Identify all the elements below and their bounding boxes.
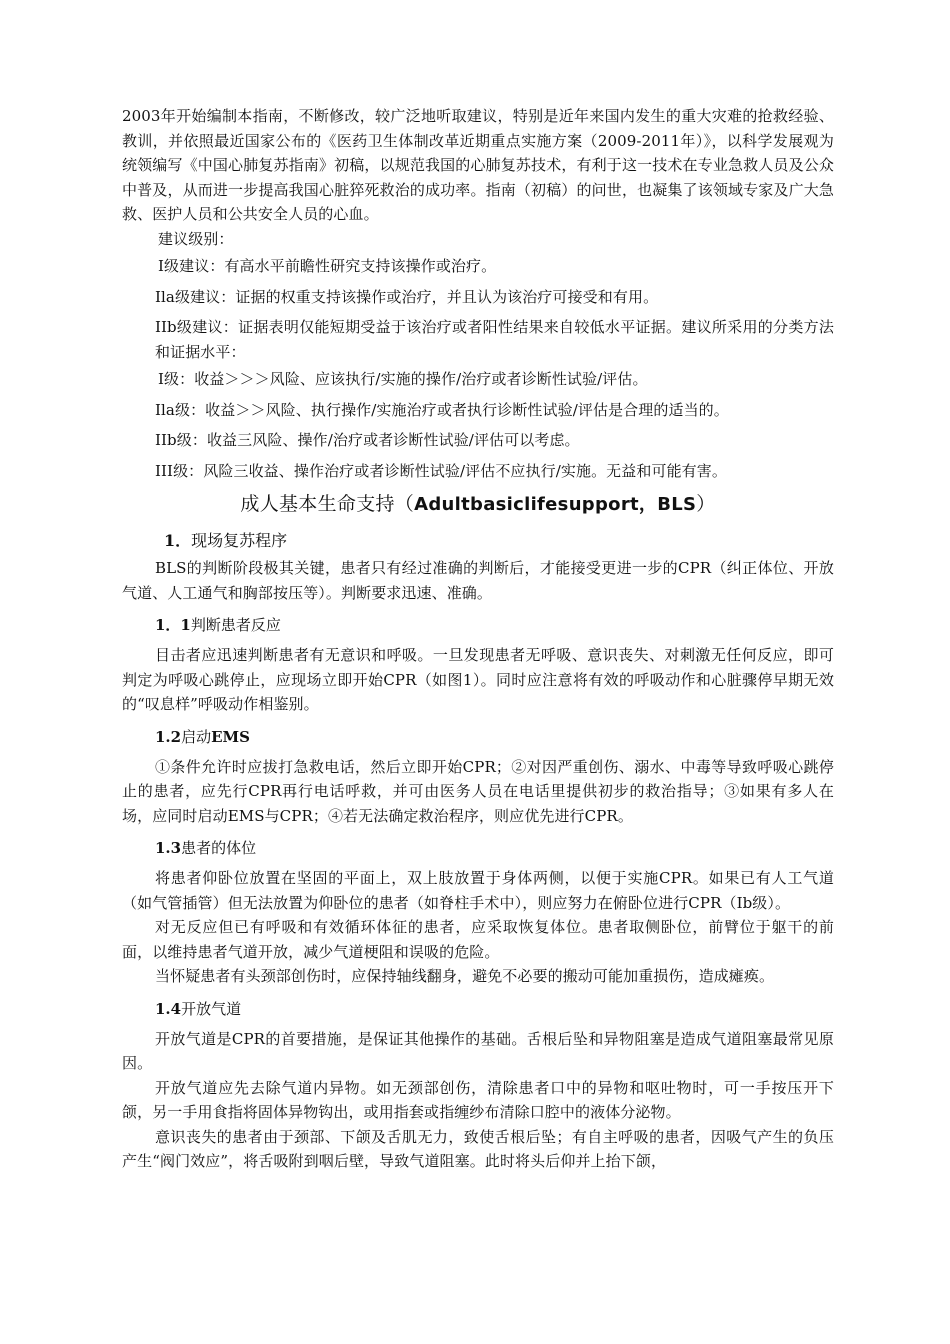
evidence-class-1: Ⅰ级：收益＞＞＞风险、应该执行/实施的操作/治疗或者诊断性试验/评估。	[158, 370, 648, 388]
paragraph-1-4-c: 意识丧失的患者由于颈部、下颌及舌肌无力，致使舌根后坠；有自主呼吸的患者，因吸气产生的负压产生“阀门效应”，将舌吸附到咽后壁，导致气道阻塞。此时将头后仰并上抬下颌，	[122, 1127, 834, 1170]
heading-1	[122, 528, 834, 554]
heading-1-2-label-en: EMS	[211, 727, 250, 746]
paragraph-1-3-a: 将患者仰卧位放置在坚固的平面上，双上肢放置于身体两侧，以便于实施CPR。如果已有人工气道（如气管插管）但无法放置为仰卧位的患者（如脊柱手术中），则应努力在俯卧位进行CPR（Ⅰb级）。	[122, 869, 834, 912]
paragraph-1-3-c: 当怀疑患者有头颈部创伤时，应保持轴线翻身，避免不必要的搬动可能加重损伤，造成瘫痪。	[155, 967, 775, 985]
heading-1-1	[122, 613, 834, 637]
heading-1-3-number: 1.3	[155, 839, 182, 857]
document-page	[122, 104, 834, 1174]
paragraph-1-2: ①条件允许时应拔打急救电话，然后立即开始CPR；②对因严重创伤、溺水、中毒等导致呼吸心跳停止的患者，应先行CPR再行电话呼救，并可由医务人员在电话里提供初步的救治指导；③如果有多人在场，应同时启动EMS与CPR；④若无法确定救治程序，则应优先进行CPR。	[122, 757, 834, 825]
section-title-zh-close: ）	[696, 493, 716, 515]
section-title-en: Adultbasiclifesupport，BLS	[414, 494, 697, 515]
heading-1-4-label: 开放气道	[181, 999, 242, 1018]
paragraph-1-3-b: 对无反应但已有呼吸和有效循环体征的患者，应采取恢复体位。患者取侧卧位，前臂位于躯干的前面，以维持患者气道开放，减少气道梗阻和误吸的危险。	[122, 918, 834, 961]
recommendation-level-2b: IIb级建议：证据表明仅能短期受益于该治疗或者阳性结果来自较低水平证据。建议所采用的分类方法和证据水平：	[155, 318, 834, 361]
evidence-class-2a: Ila级：收益＞＞风险、执行操作/实施治疗或者执行诊断性试验/评估是合理的适当的。	[155, 400, 729, 419]
intro-paragraph: 2003年开始编制本指南，不断修改，较广泛地听取建议，特别是近年来国内发生的重大灾难的抢救经验、教训，并依照最近国家公布的《医药卫生体制改革近期重点实施方案（2009-2011年）》，以科学发展观为统领编写《中国心肺复苏指南》初稿，以规范我国的心肺复苏技术，有利于这一技术在专业急救人员及公众中普及，从而进一步提高我国心脏猝死救治的成功率。指南（初稿）的问世，也凝集了该领域专家及广大急救、医护人员和公共安全人员的心血。	[122, 107, 834, 223]
paragraph-1-4-b: 开放气道应先去除气道内异物。如无颈部创伤，清除患者口中的异物和呕吐物时，可一手按压开下颌，另一手用食指将固体异物钩出，或用指套或指缠纱布清除口腔中的液体分泌物。	[122, 1078, 834, 1121]
evidence-class-3: III级：风险三收益、操作治疗或者诊断性试验/评估不应执行/实施。无益和可能有害。	[155, 461, 727, 480]
section-title-zh-open: 成人基本生命支持（	[240, 493, 415, 515]
heading-1-2-number: 1.2	[155, 727, 182, 746]
section-title	[122, 489, 834, 520]
recommendation-levels-label: 建议级别：	[158, 229, 234, 248]
heading-1-4-number: 1.4	[155, 999, 182, 1018]
recommendation-level-2a: Ila级建议：证据的权重支持该操作或治疗，并且认为该治疗可接受和有用。	[155, 287, 659, 306]
heading-1-4	[122, 997, 834, 1021]
heading-1-1-number: 1．1	[155, 616, 191, 634]
heading-1-number: 1．	[164, 531, 192, 550]
paragraph-1-4-a: 开放气道是CPR的首要措施，是保证其他操作的基础。舌根后坠和异物阻塞是造成气道阻塞最常见原因。	[122, 1029, 834, 1072]
heading-1-3-label: 患者的体位	[181, 839, 257, 857]
heading-1-2-label: 启动	[181, 727, 212, 746]
heading-1-2	[122, 725, 834, 749]
evidence-class-2b: IIb级：收益三风险、操作/治疗或者诊断性试验/评估可以考虑。	[155, 431, 580, 449]
heading-1-paragraph: BLS的判断阶段极其关键，患者只有经过准确的判断后，才能接受更进一步的CPR（纠正体位、开放气道、人工通气和胸部按压等）。判断要求迅速、准确。	[122, 559, 834, 602]
paragraph-1-1: 目击者应迅速判断患者有无意识和呼吸。一旦发现患者无呼吸、意识丧失、对刺激无任何反应，即可判定为呼吸心跳停止，应现场立即开始CPR（如图1）。同时应注意将有效的呼吸动作和心脏骤停早期无效的“叹息样”呼吸动作相鉴别。	[122, 646, 834, 713]
heading-1-3	[122, 836, 834, 860]
heading-1-1-label: 判断患者反应	[190, 616, 281, 634]
heading-1-text: 现场复苏程序	[191, 531, 288, 550]
recommendation-level-1: Ⅰ级建议：有高水平前瞻性研究支持该操作或治疗。	[158, 257, 497, 275]
